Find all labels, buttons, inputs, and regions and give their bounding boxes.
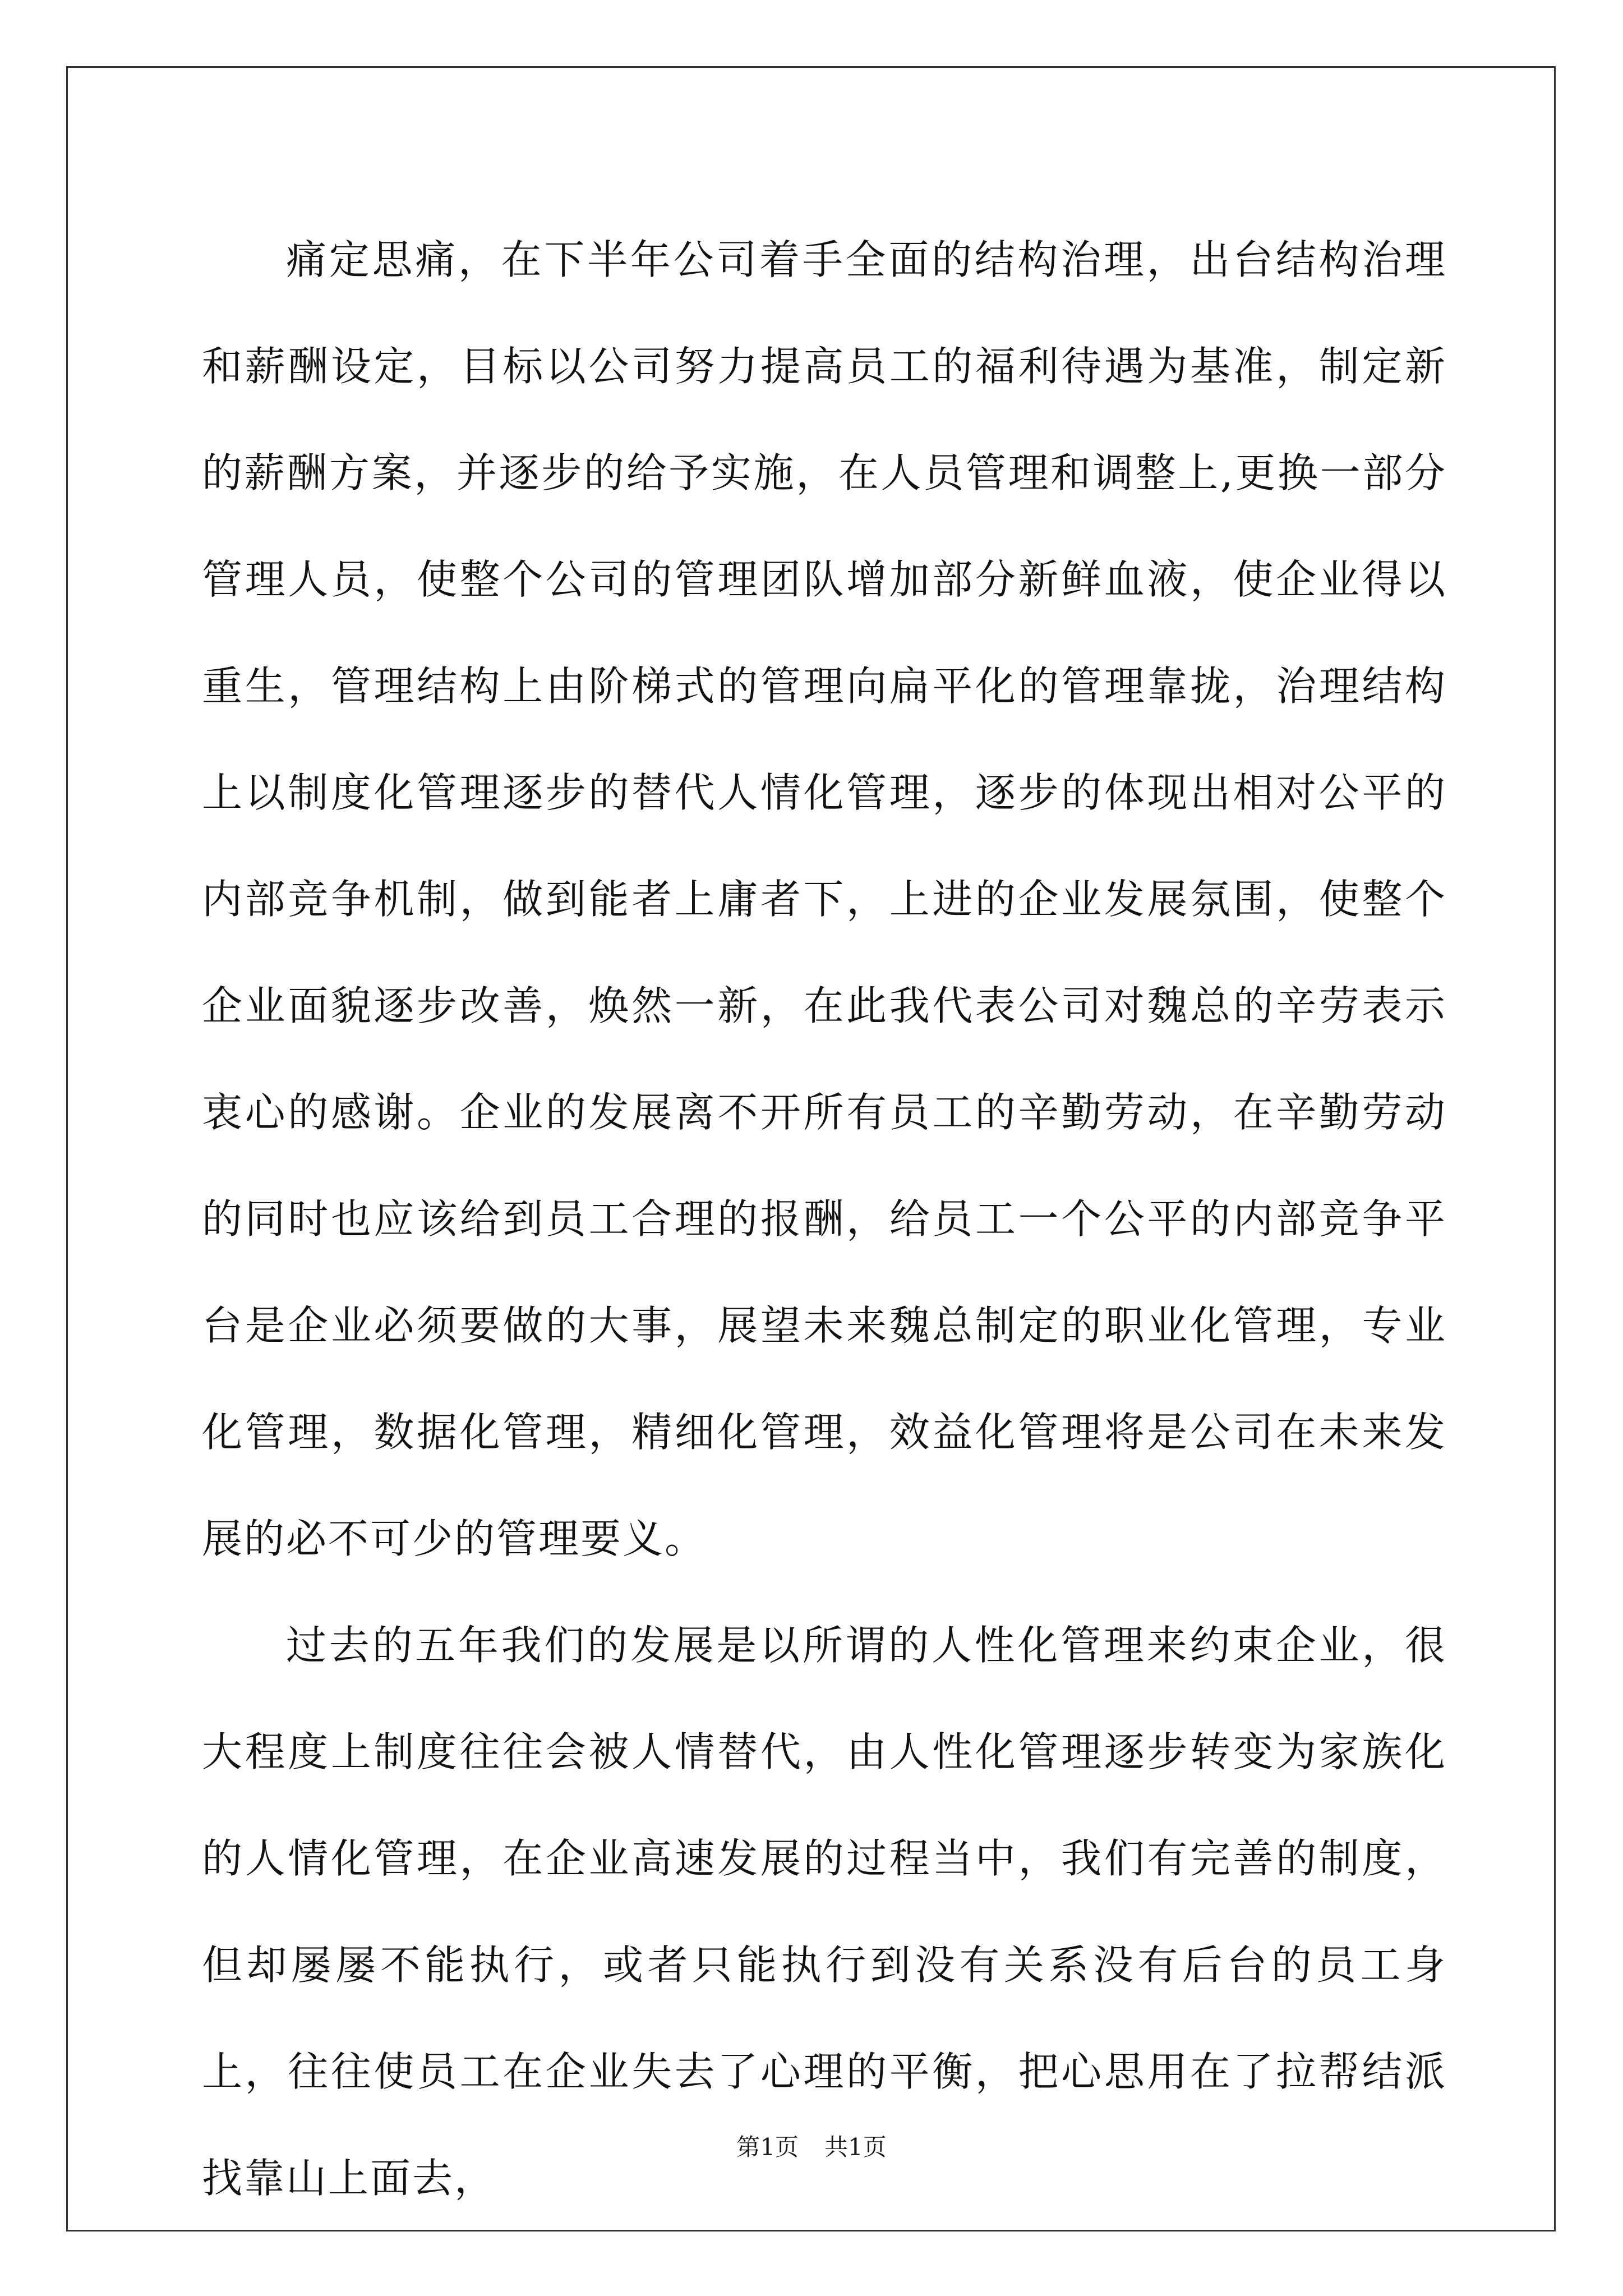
paragraph-1: 痛定思痛，在下半年公司着手全面的结构治理，出台结构治理和薪酬设定，目标以公司努力提高员工的福利待遇为基准，制定新的薪酬方案，并逐步的给予实施，在人员管理和调整上,更换一部分管理人员，使整个公司的管理团队增加部分新鲜血液，使企业得以重生，管理结构上由阶梯式的管理向扁平化的管理靠拢，治理结构上以制度化管理逐步的替代人情化管理，逐步的体现出相对公平的内部竞争机制，做到能者上庸者下，上进的企业发展氛围，使整个企业面貌逐步改善，焕然一新，在此我代表公司对魏总的辛劳表示衷心的感谢。企业的发展离不开所有员工的辛勤劳动，在辛勤劳动的同时也应该给到员工合理的报酬，给员工一个公平的内部竞争平台是企业必须要做的大事，展望未来魏总制定的职业化管理，专业化管理，数据化管理，精细化管理，效益化管理将是公司在未来发展的必不可少的管理要义。 bbox=[202, 236, 1447, 1562]
document-body bbox=[202, 206, 1447, 2231]
paragraph-2: 过去的五年我们的发展是以所谓的人性化管理来约束企业，很大程度上制度往往会被人情替代，由人性化管理逐步转变为家族化的人情化管理，在企业高速发展的过程当中，我们有完善的制度，但却屡屡不能执行，或者只能执行到没有关系没有后台的员工身上，往往使员工在企业失去了心理的平衡，把心思用在了拉帮结派找靠山上面去， bbox=[202, 1622, 1447, 2202]
page-footer bbox=[0, 2129, 1623, 2162]
page-number: 第1页 bbox=[736, 2133, 799, 2161]
page-total: 共1页 bbox=[824, 2133, 887, 2161]
